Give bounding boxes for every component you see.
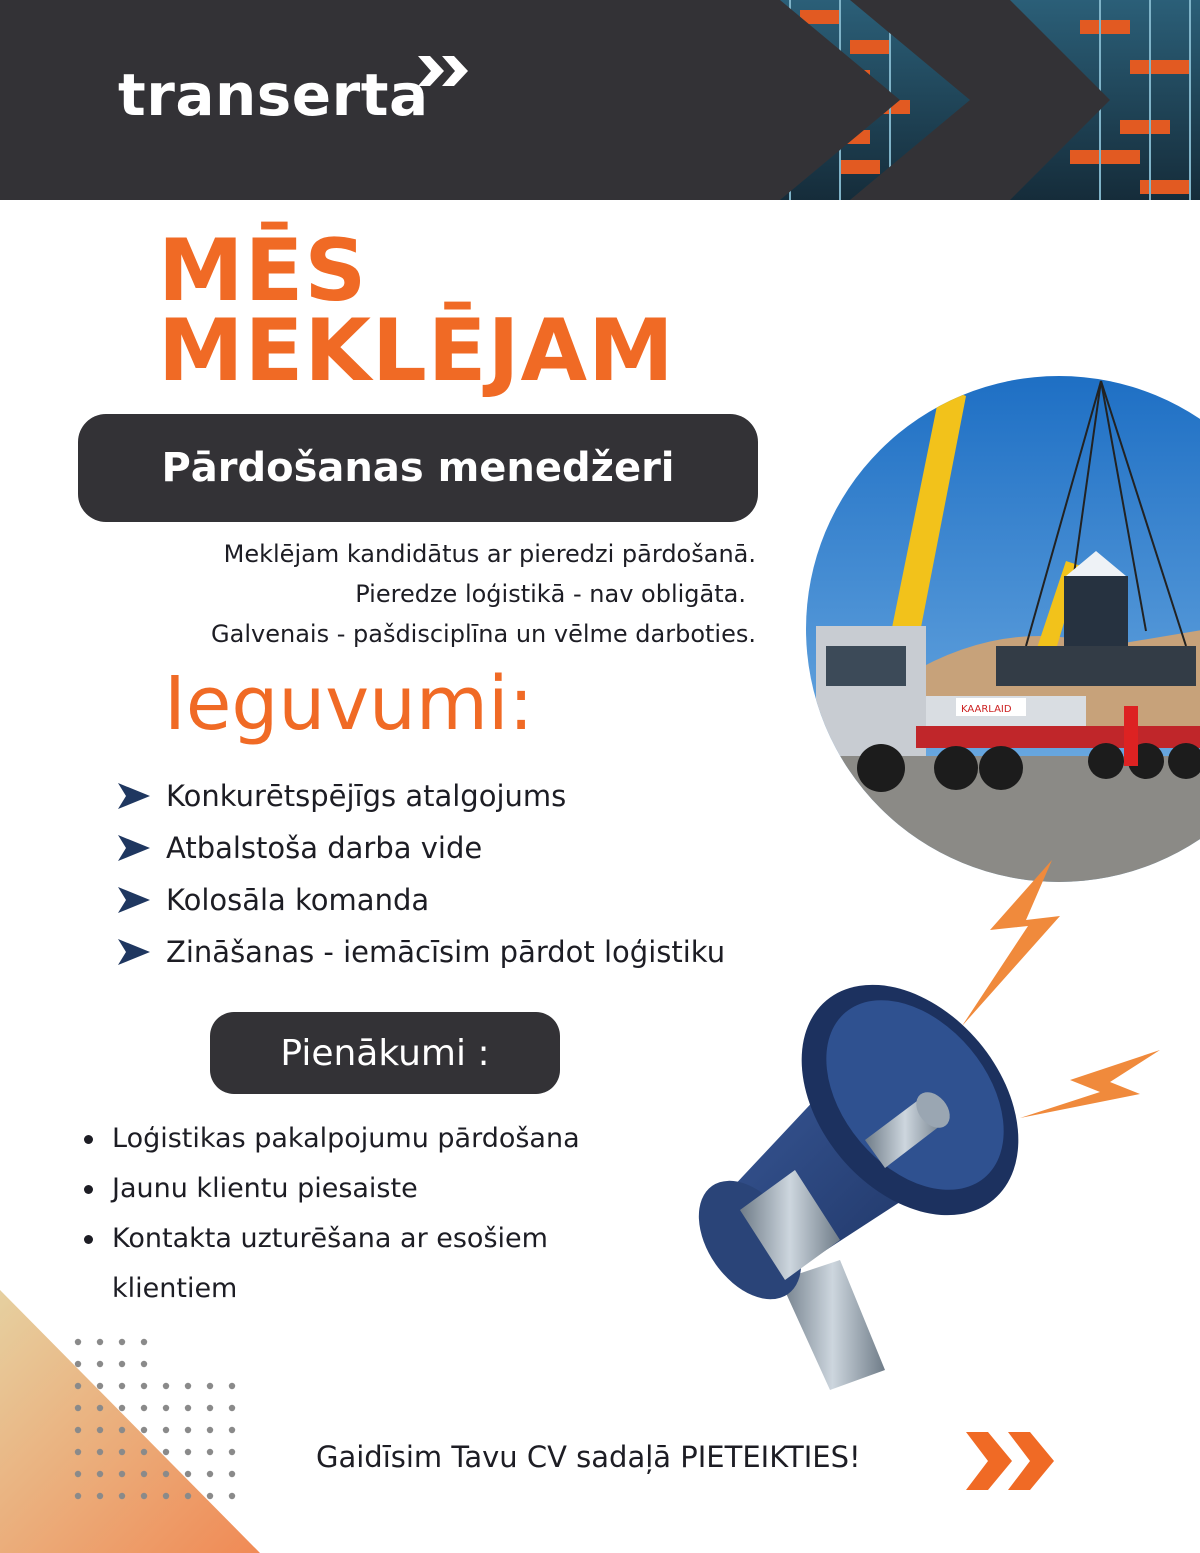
list-item: [116, 822, 725, 874]
decor-dot: [97, 1339, 103, 1345]
decor-dot: [141, 1427, 147, 1433]
decor-dot: [119, 1405, 125, 1411]
decor-dot: [97, 1405, 103, 1411]
decor-dot: [185, 1471, 191, 1477]
megaphone-icon: [690, 860, 1170, 1400]
decor-dot: [75, 1449, 81, 1455]
benefits-heading: Ieguvumi:: [164, 661, 534, 747]
decor-dot: [119, 1471, 125, 1477]
decor-dot: [163, 1449, 169, 1455]
decor-dot: [97, 1493, 103, 1499]
cta-text: Gaidīsim Tavu CV sadaļā PIETEIKTIES!: [316, 1440, 861, 1474]
dot-grid-decoration: [72, 1336, 262, 1516]
intro-line: Pieredze loģistikā - nav obligāta.: [355, 580, 746, 608]
logo-text: transerta: [118, 61, 429, 129]
duties-list: [80, 1114, 640, 1314]
list-item: [116, 874, 725, 926]
decor-dot: [97, 1471, 103, 1477]
decor-dot: [119, 1361, 125, 1367]
decor-dot: [163, 1427, 169, 1433]
bullet-dot: [84, 1185, 93, 1194]
decor-dot: [163, 1405, 169, 1411]
duty-label: Jaunu klientu piesaiste: [112, 1173, 418, 1204]
decor-dot: [75, 1427, 81, 1433]
duties-banner: [210, 1012, 560, 1094]
decor-dot: [185, 1493, 191, 1499]
decor-dot: [141, 1383, 147, 1389]
decor-dot: [141, 1405, 147, 1411]
headline-line-2: MEKLĒJAM: [158, 301, 675, 401]
decor-dot: [141, 1449, 147, 1455]
decor-dot: [207, 1427, 213, 1433]
decor-dot: [229, 1427, 235, 1433]
headline-line-1: MĒS: [158, 221, 368, 321]
decor-dot: [119, 1339, 125, 1345]
decor-dot: [163, 1471, 169, 1477]
duty-label: Loģistikas pakalpojumu pārdošana: [112, 1123, 580, 1154]
list-item: [80, 1164, 640, 1214]
decor-dot: [207, 1405, 213, 1411]
decor-dot: [163, 1383, 169, 1389]
decor-dot: [75, 1383, 81, 1389]
decor-dot: [229, 1449, 235, 1455]
decor-dot: [119, 1383, 125, 1389]
decor-dot: [163, 1493, 169, 1499]
decor-dot: [207, 1449, 213, 1455]
position-title: Pārdošanas menedžeri: [161, 445, 675, 491]
decor-dot: [229, 1405, 235, 1411]
decor-dot: [185, 1383, 191, 1389]
chevron-right-icon: [116, 885, 152, 915]
truck-sign: KAARLAID: [961, 704, 1012, 715]
decor-dot: [185, 1427, 191, 1433]
decor-dot: [97, 1361, 103, 1367]
intro-line: Galvenais - pašdisciplīna un vēlme darboties.: [211, 620, 756, 648]
position-banner: [78, 414, 758, 522]
crane-truck-photo: [806, 376, 1200, 882]
duty-label: Kontakta uzturēšana ar esošiem klientiem: [112, 1223, 548, 1304]
decor-dot: [207, 1471, 213, 1477]
bullet-dot: [84, 1235, 93, 1244]
chevron-right-icon: [116, 937, 152, 967]
decor-dot: [119, 1493, 125, 1499]
benefit-label: Atbalstoša darba vide: [166, 831, 483, 865]
decor-dot: [141, 1493, 147, 1499]
decor-dot: [75, 1339, 81, 1345]
list-item: [116, 926, 725, 978]
decor-dot: [207, 1493, 213, 1499]
double-chevron-icon: [418, 56, 470, 86]
intro-line: Meklējam kandidātus ar pieredzi pārdošanā.: [223, 540, 756, 568]
benefits-list: [116, 770, 725, 978]
duties-heading: Pienākumi :: [280, 1032, 490, 1074]
decor-dot: [119, 1427, 125, 1433]
decor-dot: [229, 1471, 235, 1477]
list-item: [116, 770, 725, 822]
decor-dot: [75, 1405, 81, 1411]
bullet-dot: [84, 1135, 93, 1144]
decor-dot: [75, 1471, 81, 1477]
chevron-right-icon: [116, 781, 152, 811]
decor-dot: [229, 1383, 235, 1389]
decor-dot: [185, 1449, 191, 1455]
decor-dot: [207, 1383, 213, 1389]
intro-text: [70, 534, 756, 654]
decor-dot: [141, 1361, 147, 1367]
benefit-label: Konkurētspējīgs atalgojums: [166, 779, 567, 813]
warehouse-image: [780, 0, 1200, 200]
decor-dot: [75, 1493, 81, 1499]
benefit-label: Zināšanas - iemācīsim pārdot loģistiku: [166, 935, 726, 969]
double-chevron-icon: [966, 1432, 1056, 1490]
decor-dot: [119, 1449, 125, 1455]
decor-dot: [97, 1383, 103, 1389]
decor-dot: [229, 1493, 235, 1499]
decor-dot: [141, 1471, 147, 1477]
benefit-label: Kolosāla komanda: [166, 883, 430, 917]
decor-dot: [141, 1339, 147, 1345]
list-item: [80, 1114, 640, 1164]
decor-dot: [97, 1449, 103, 1455]
decor-dot: [97, 1427, 103, 1433]
chevron-right-icon: [116, 833, 152, 863]
decor-dot: [75, 1361, 81, 1367]
decor-dot: [185, 1405, 191, 1411]
